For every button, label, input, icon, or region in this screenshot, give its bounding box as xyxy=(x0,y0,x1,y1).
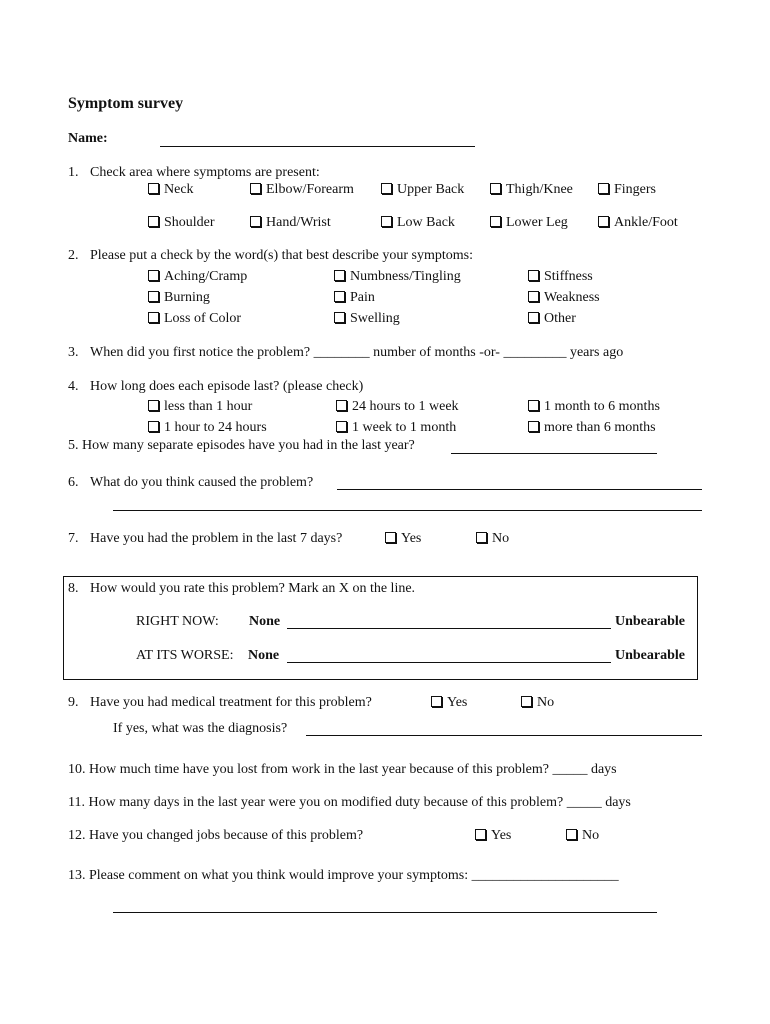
q1-number: 1. xyxy=(68,165,79,180)
q11-question: 11. How many days in the last year were you on modified duty because of this problem? xyxy=(68,795,564,810)
option-label: Upper Back xyxy=(397,182,465,197)
q13-row xyxy=(68,867,619,885)
q1-option-elbow-forearm[interactable] xyxy=(250,181,354,199)
name-label: Name: xyxy=(68,131,108,146)
q9-option-no[interactable] xyxy=(521,694,554,712)
q1-option-ankle-foot[interactable] xyxy=(598,214,678,232)
option-label: Hand/Wrist xyxy=(266,215,331,230)
checkbox-icon[interactable] xyxy=(598,183,609,194)
q1-question: Check area where symptoms are present: xyxy=(90,165,320,180)
option-label: less than 1 hour xyxy=(164,399,253,414)
checkbox-icon[interactable] xyxy=(148,270,159,281)
option-label: Swelling xyxy=(350,311,400,326)
q4-option-more-than-6-months[interactable] xyxy=(528,419,656,437)
q13-answer-field-line-2[interactable] xyxy=(113,912,657,913)
q1-option-neck[interactable] xyxy=(148,181,194,199)
option-label: Lower Leg xyxy=(506,215,568,230)
option-label: 1 month to 6 months xyxy=(544,399,660,414)
q6-answer-field-line-2[interactable] xyxy=(113,510,702,511)
option-label: Weakness xyxy=(544,290,600,305)
q9-number: 9. xyxy=(68,695,79,710)
q10-row xyxy=(68,761,617,779)
q2-option-numbness-tingling[interactable] xyxy=(334,268,461,286)
option-label: Numbness/Tingling xyxy=(350,269,461,284)
q7-option-yes[interactable] xyxy=(385,530,421,548)
checkbox-icon[interactable] xyxy=(148,400,159,411)
checkbox-icon[interactable] xyxy=(336,400,347,411)
scale-min-label: None xyxy=(248,648,280,663)
checkbox-icon[interactable] xyxy=(385,532,396,543)
checkbox-icon[interactable] xyxy=(148,216,159,227)
q11-days-label: days xyxy=(605,795,631,810)
option-label: Yes xyxy=(491,828,512,843)
option-label: Low Back xyxy=(397,215,455,230)
q10-days-label: days xyxy=(590,762,617,777)
option-label: Loss of Color xyxy=(164,311,241,326)
q4-question: How long does each episode last? (please check) xyxy=(90,379,364,394)
q2-option-stiffness[interactable] xyxy=(528,268,593,286)
checkbox-icon[interactable] xyxy=(334,312,345,323)
q8-at-its-worse-scale[interactable] xyxy=(287,662,611,663)
q4-option-less-than-1-hour[interactable] xyxy=(148,398,252,416)
q8-right-now-label: RIGHT NOW: xyxy=(136,614,219,629)
q4-option-1-week-to-1-month[interactable] xyxy=(336,419,456,437)
q11-row xyxy=(68,794,631,812)
q5-question: 5. How many separate episodes have you had in the last year? xyxy=(68,438,415,453)
option-label: Other xyxy=(544,311,576,326)
q1-option-upper-back[interactable] xyxy=(381,181,464,199)
q2-option-pain[interactable] xyxy=(334,289,375,307)
q2-option-aching-cramp[interactable] xyxy=(148,268,247,286)
q9-diagnosis-field[interactable] xyxy=(306,735,702,736)
q2-option-other[interactable] xyxy=(528,310,576,328)
q8-right-now-scale[interactable] xyxy=(287,628,611,629)
q10-question: 10. How much time have you lost from work in the last year because of this problem? xyxy=(68,762,549,777)
checkbox-icon[interactable] xyxy=(250,216,261,227)
option-label: Aching/Cramp xyxy=(164,269,248,284)
option-label: Thigh/Knee xyxy=(506,182,573,197)
option-label: Stiffness xyxy=(544,269,593,284)
checkbox-icon[interactable] xyxy=(528,421,539,432)
checkbox-icon[interactable] xyxy=(528,291,539,302)
q2-option-burning[interactable] xyxy=(148,289,210,307)
checkbox-icon[interactable] xyxy=(334,291,345,302)
checkbox-icon[interactable] xyxy=(250,183,261,194)
name-field[interactable] xyxy=(160,146,475,147)
option-label: No xyxy=(582,828,600,843)
option-label: No xyxy=(537,695,555,710)
option-label: Shoulder xyxy=(164,215,215,230)
option-label: Yes xyxy=(447,695,468,710)
scale-max-label: Unbearable xyxy=(615,648,685,663)
q8-at-its-worse-label: AT ITS WORSE: xyxy=(136,648,234,663)
checkbox-icon[interactable] xyxy=(528,400,539,411)
q2-option-weakness[interactable] xyxy=(528,289,600,307)
checkbox-icon[interactable] xyxy=(528,270,539,281)
q12-question: 12. Have you changed jobs because of this problem? xyxy=(68,828,364,843)
option-label: Yes xyxy=(401,531,422,546)
q1-option-lower-leg[interactable] xyxy=(490,214,568,232)
q8-number: 8. xyxy=(68,581,79,596)
q4-option-24-hours-to-1-week[interactable] xyxy=(336,398,459,416)
checkbox-icon[interactable] xyxy=(148,312,159,323)
q13-question: 13. Please comment on what you think would improve your symptoms: xyxy=(68,868,469,883)
q9-diagnosis-label: If yes, what was the diagnosis? xyxy=(113,721,288,736)
q6-number: 6. xyxy=(68,475,79,490)
option-label: Pain xyxy=(350,290,375,305)
option-label: more than 6 months xyxy=(544,420,656,435)
checkbox-icon[interactable] xyxy=(336,421,347,432)
q2-number: 2. xyxy=(68,248,79,263)
q7-option-no[interactable] xyxy=(476,530,509,548)
scale-min-label: None xyxy=(249,614,281,629)
option-label: 24 hours to 1 week xyxy=(352,399,459,414)
checkbox-icon[interactable] xyxy=(566,829,577,840)
q3-number: 3. xyxy=(68,345,79,360)
q3-row xyxy=(90,344,623,362)
q1-option-thigh-knee[interactable] xyxy=(490,181,573,199)
scale-max-label: Unbearable xyxy=(615,614,685,629)
checkbox-icon[interactable] xyxy=(490,216,501,227)
q12-option-no[interactable] xyxy=(566,827,599,845)
option-label: Neck xyxy=(164,182,194,197)
checkbox-icon[interactable] xyxy=(598,216,609,227)
q3-question: When did you first notice the problem? xyxy=(90,345,311,360)
q2-option-swelling[interactable] xyxy=(334,310,400,328)
q10-days-field[interactable]: _____ xyxy=(552,762,588,777)
checkbox-icon[interactable] xyxy=(476,532,487,543)
q1-option-hand-wrist[interactable] xyxy=(250,214,331,232)
checkbox-icon[interactable] xyxy=(528,312,539,323)
q7-number: 7. xyxy=(68,531,79,546)
q4-option-1-month-to-6-months[interactable] xyxy=(528,398,660,416)
option-label: Burning xyxy=(164,290,210,305)
q2-question: Please put a check by the word(s) that best describe your symptoms: xyxy=(90,248,473,263)
q4-number: 4. xyxy=(68,379,79,394)
q11-days-field[interactable]: _____ xyxy=(566,795,602,810)
checkbox-icon[interactable] xyxy=(475,829,486,840)
q9-question: Have you had medical treatment for this problem? xyxy=(90,695,372,710)
q8-question: How would you rate this problem? Mark an X on the line. xyxy=(90,581,416,596)
checkbox-icon[interactable] xyxy=(490,183,501,194)
q3-months-label: number of months -or- xyxy=(373,345,500,360)
q3-years-field[interactable]: _________ xyxy=(503,345,567,360)
option-label: 1 week to 1 month xyxy=(352,420,457,435)
checkbox-icon[interactable] xyxy=(521,696,532,707)
option-label: Ankle/Foot xyxy=(614,215,678,230)
q3-years-label: years ago xyxy=(569,345,624,360)
checkbox-icon[interactable] xyxy=(381,216,392,227)
q5-answer-field[interactable] xyxy=(451,453,657,454)
option-label: 1 hour to 24 hours xyxy=(164,420,267,435)
checkbox-icon[interactable] xyxy=(431,696,442,707)
q4-option-1-hour-to-24-hours[interactable] xyxy=(148,419,267,437)
q12-option-yes[interactable] xyxy=(475,827,511,845)
q2-option-loss-of-color[interactable] xyxy=(148,310,241,328)
option-label: No xyxy=(492,531,510,546)
q1-option-low-back[interactable] xyxy=(381,214,455,232)
checkbox-icon[interactable] xyxy=(381,183,392,194)
q13-answer-field[interactable]: _____________________ xyxy=(471,868,619,883)
q7-question: Have you had the problem in the last 7 days? xyxy=(90,531,343,546)
checkbox-icon[interactable] xyxy=(334,270,345,281)
q9-option-yes[interactable] xyxy=(431,694,467,712)
checkbox-icon[interactable] xyxy=(148,421,159,432)
checkbox-icon[interactable] xyxy=(148,183,159,194)
q1-option-shoulder[interactable] xyxy=(148,214,215,232)
checkbox-icon[interactable] xyxy=(148,291,159,302)
q3-months-field[interactable]: ________ xyxy=(313,345,370,360)
option-label: Elbow/Forearm xyxy=(266,182,354,197)
q6-answer-field[interactable] xyxy=(337,489,702,490)
q6-question: What do you think caused the problem? xyxy=(90,475,314,490)
option-label: Fingers xyxy=(614,182,656,197)
q1-option-fingers[interactable] xyxy=(598,181,656,199)
page-title: Symptom survey xyxy=(68,95,184,112)
